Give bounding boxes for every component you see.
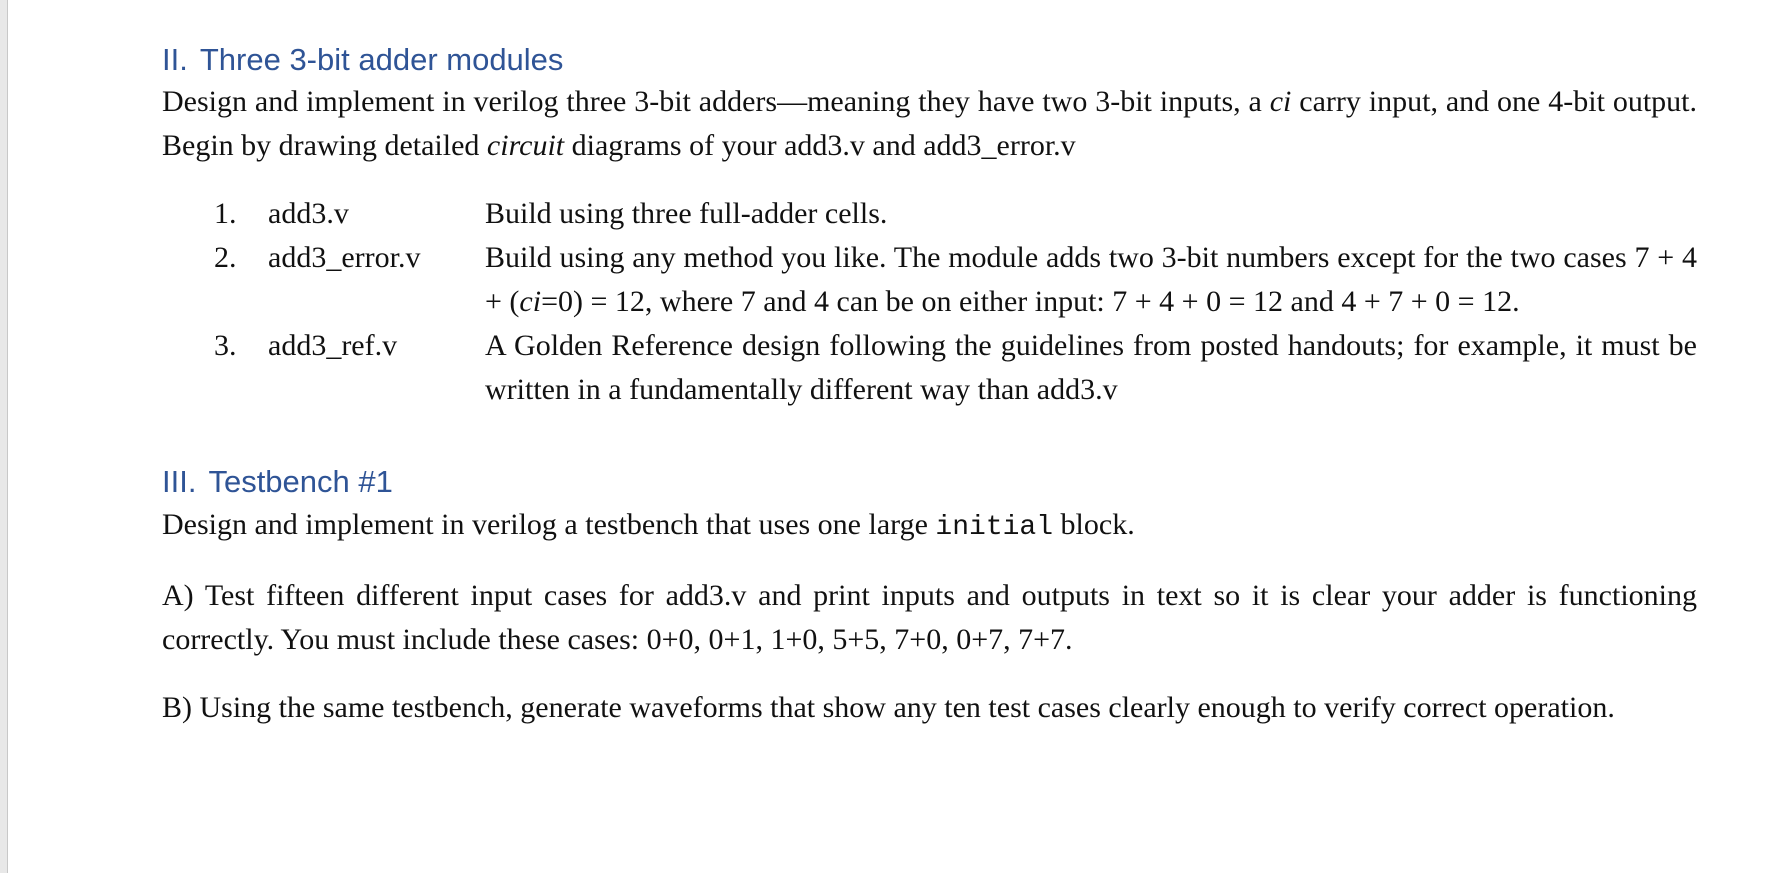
document-content xyxy=(162,40,1697,730)
item-description: Build using three full-adder cells. xyxy=(485,197,888,231)
item-description: A Golden Reference design following the guidelines from posted handouts; for example, it must be written in a fundamentally different way than add3.v xyxy=(485,329,1697,407)
intro-text-3: diagrams of your add3.v and add3_error.v xyxy=(564,129,1076,163)
section-2-intro xyxy=(162,80,1697,168)
section-3-intro xyxy=(162,503,1697,550)
intro-text-2: carry input, and one 4-bit output. Begin by drawing detailed xyxy=(162,85,1697,163)
paragraph-b: B) Using the same testbench, generate waveforms that show any ten test cases clearly enough to verify correct operation. xyxy=(162,690,1615,724)
intro-text-1: Design and implement in verilog three 3-bit adders—meaning they have two 3-bit inputs, a xyxy=(162,85,1270,119)
s3-intro-text-1: Design and implement in verilog a testbench that uses one large xyxy=(162,507,936,541)
section-2-number: II. xyxy=(162,42,188,77)
item-filename: add3.v xyxy=(268,197,349,231)
item-desc-text-1: Build using any method you like. The module adds two 3-bit numbers except for the two cases 7 + 4 + ( xyxy=(485,241,1697,319)
page-edge xyxy=(0,0,8,873)
item-filename: add3_ref.v xyxy=(268,329,398,363)
list-item xyxy=(162,192,1697,236)
item-number: 3. xyxy=(214,329,237,363)
item-desc-text-2: =0) = 12, where 7 and 4 can be on either input: 7 + 4 + 0 = 12 and 4 + 7 + 0 = 12. xyxy=(541,285,1520,319)
section-2-heading xyxy=(162,40,1697,80)
intro-circuit: circuit xyxy=(486,129,565,163)
item-number: 1. xyxy=(214,197,237,231)
item-number: 2. xyxy=(214,241,237,275)
intro-ci: ci xyxy=(1269,85,1292,119)
s3-intro-text-2: block. xyxy=(1053,507,1135,541)
section-3-number: III. xyxy=(162,464,197,500)
list-item xyxy=(162,236,1697,324)
item-desc-ci: ci xyxy=(519,285,542,319)
module-list xyxy=(162,192,1697,412)
section-3-title: Testbench #1 xyxy=(208,464,393,500)
list-item xyxy=(162,324,1697,412)
section-3-heading xyxy=(162,462,1697,502)
item-description xyxy=(485,236,1697,324)
section-2-title: Three 3-bit adder modules xyxy=(199,42,564,77)
initial-keyword: initial xyxy=(935,511,1054,543)
paragraph-a: A) Test fifteen different input cases for add3.v and print inputs and outputs in text so it is clear your adder is functioning correctly. You must include these cases: 0+0, 0+1, 1+0, 5+5, 7+0, 0+7, 7+7. xyxy=(162,578,1697,656)
item-filename: add3_error.v xyxy=(268,241,421,275)
